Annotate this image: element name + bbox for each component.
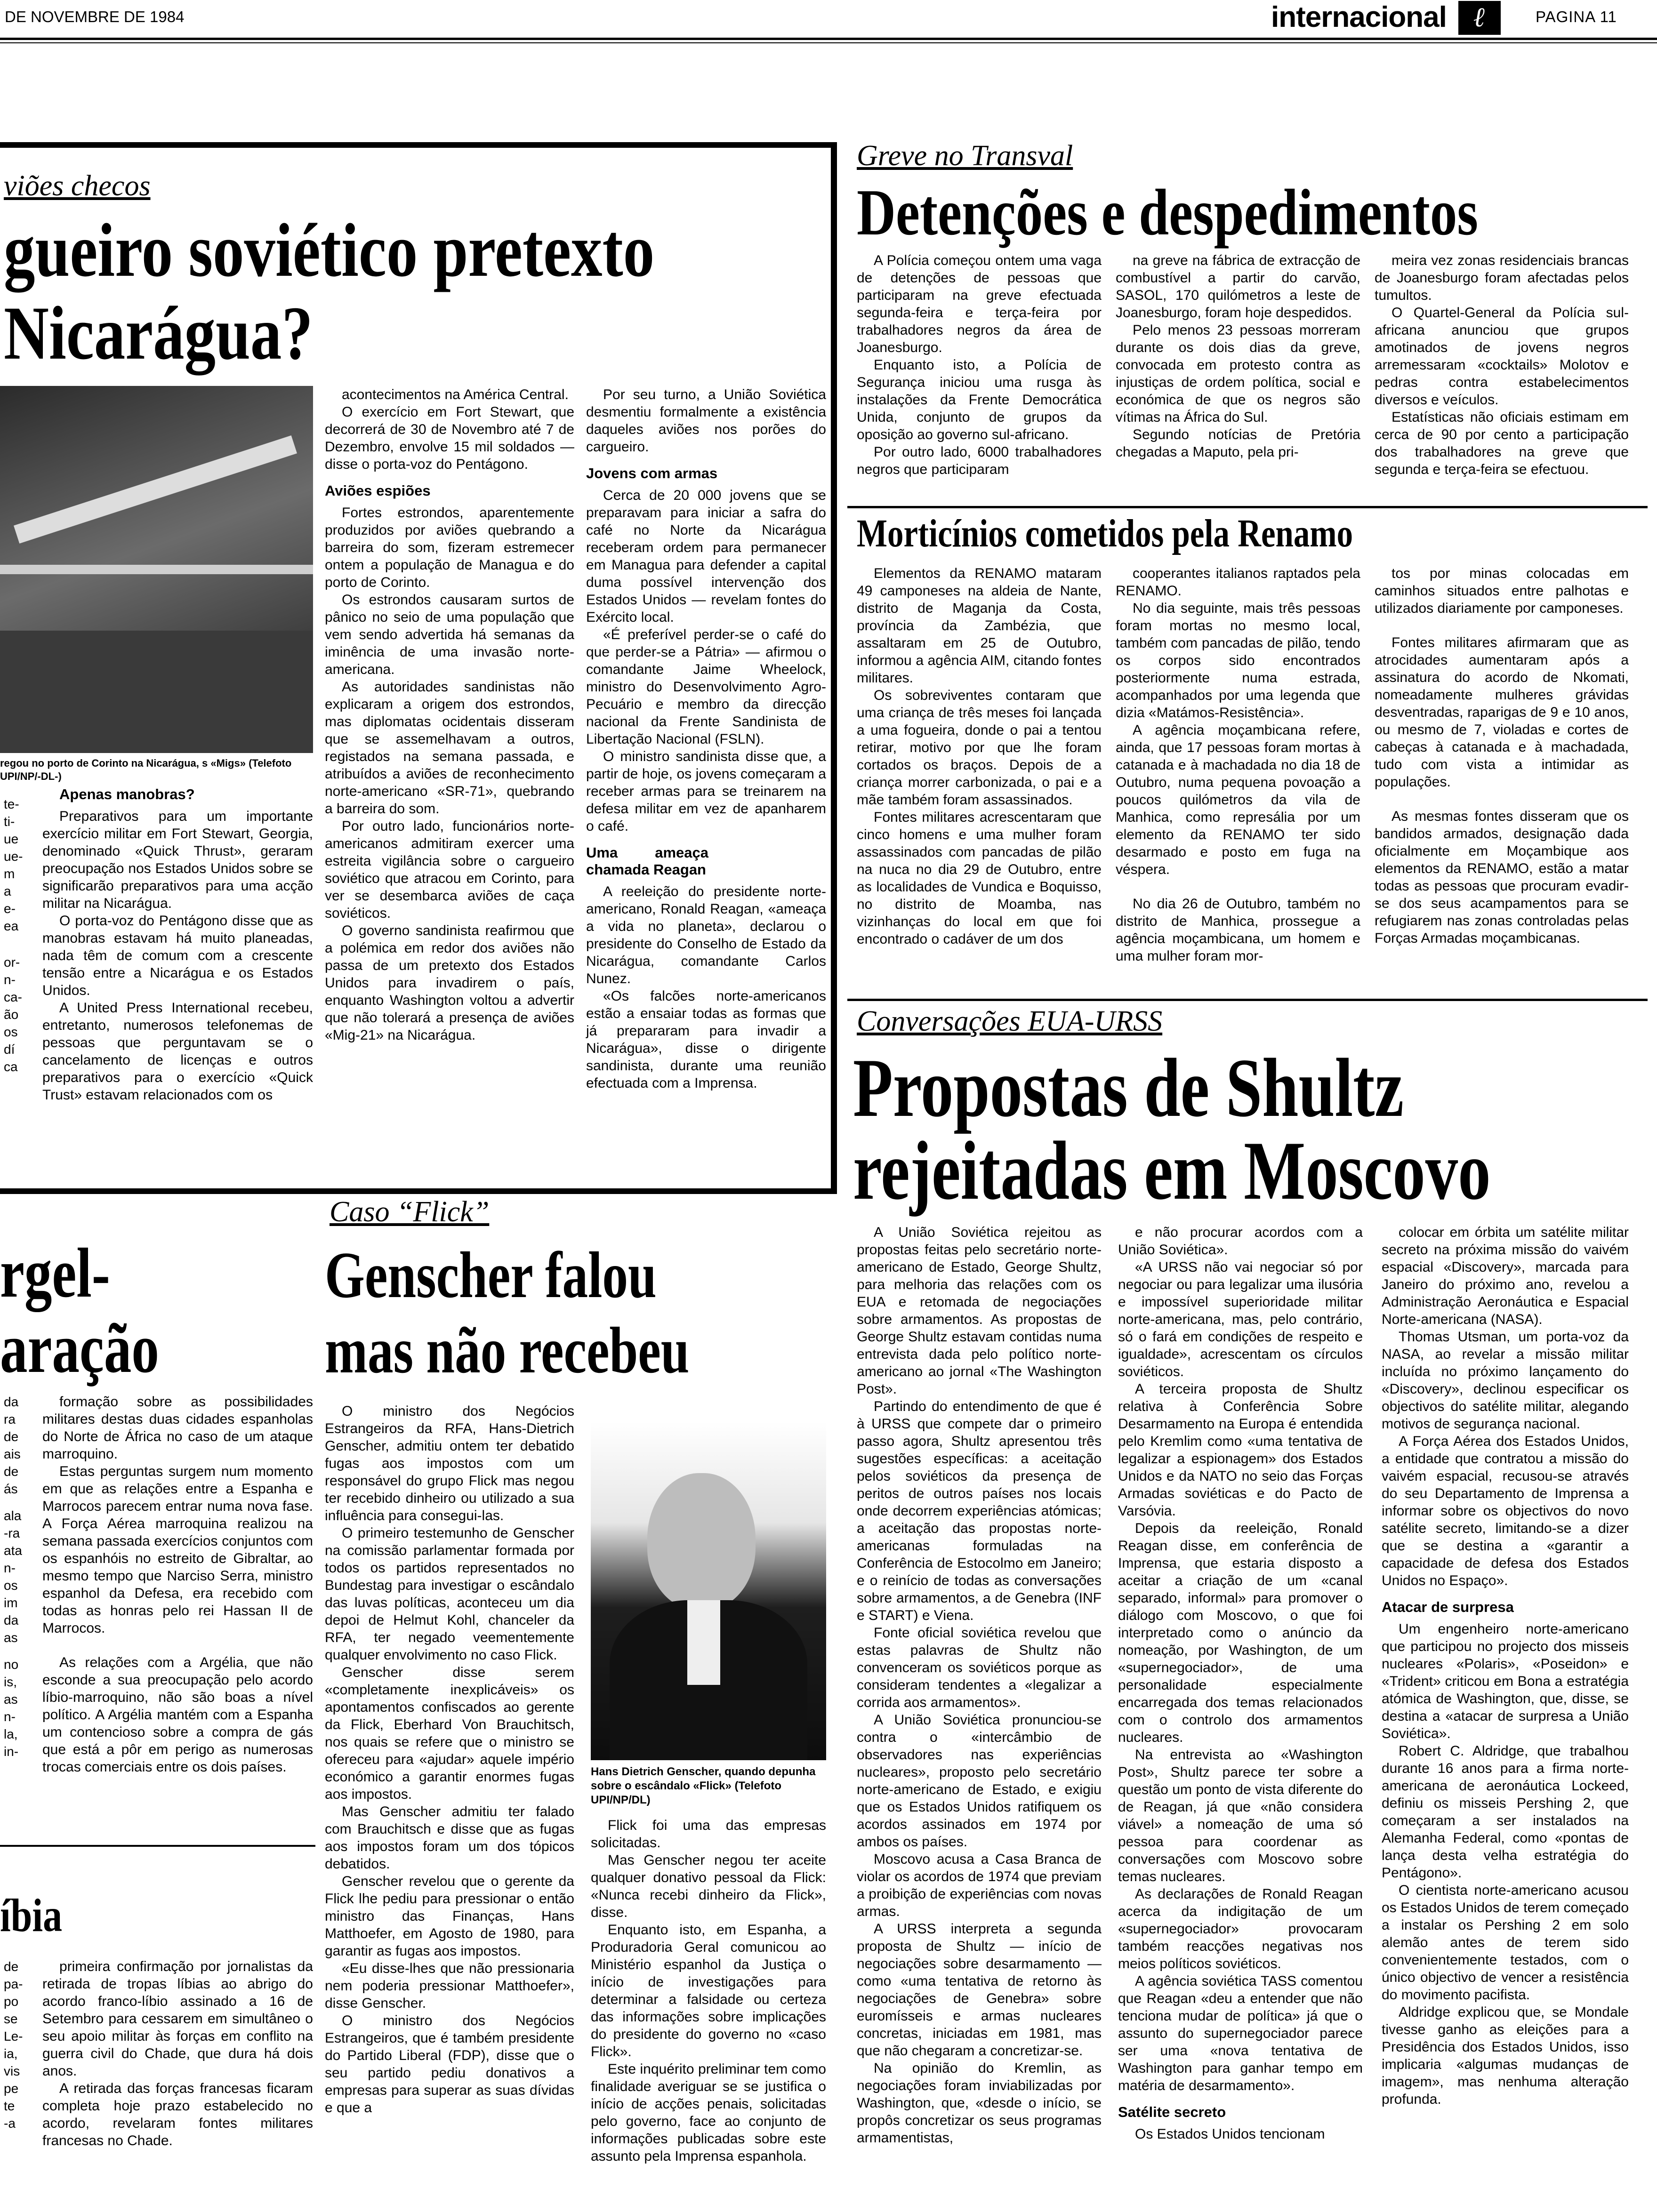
paragraph: A União Soviética pronunciou-se contra o «intercâmbio de observadores nas experiências nucleares», proposto pelo secretário norte-americano de Estado, e exigiu que os Estados Unidos ratifiquem os acordos assinados em 1974 por ambos os países. xyxy=(857,1712,1102,1850)
paragraph: Aldridge explicou que, se Mondale tivesse ganho as eleições para a Presidência dos Estados Unidos, isso implicaria «algumas mudanças de imagem», mas nenhuma alteração profunda. xyxy=(1382,2004,1629,2107)
section-rule xyxy=(847,999,1648,1001)
transval-kicker: Greve no Transval xyxy=(857,140,1073,172)
fragment: po xyxy=(4,1994,19,2009)
box-bottom-border xyxy=(0,1188,837,1194)
fragment: de xyxy=(4,1429,19,1444)
subhead-atacar-surpresa: Atacar de surpresa xyxy=(1382,1599,1514,1615)
paragraph: A agência moçambicana refere, ainda, que 17 pessoas foram mortas à catanada e à machadada no dia 18 de Outubro, numa pequena povoação a poucos quilómetros da vila de Manhica, como represália por um elemento da RENAMO ter sido desarmado e posto em fuga na véspera. xyxy=(1116,722,1360,877)
paragraph: «É preferível perder-se o café do que perder-se a Pátria» — afirmou o comandante Jaime Wheelock, ministro do Desenvolvimento Agro-Pecuário e membro da direcção nacional da Frente Sandinista de Libertação Nacional (FSLN). xyxy=(586,627,826,747)
argel-headline-2: aração xyxy=(0,1309,159,1387)
paragraph: Fontes militares afirmaram que as atrocidades aumentaram após a assinatura do acordo de Nkomati, nomeadamente mulheres grávidas desventradas, raparigas de 9 e 10 anos, ou mesmo de 7, violadas e cortes de cabeças à catanada e à machadada, tudo com vista a intimidar as populações. xyxy=(1375,635,1629,790)
fragment: te xyxy=(4,2099,15,2113)
section-rule xyxy=(847,506,1648,508)
fragment: de xyxy=(4,1464,19,1479)
fragment: da xyxy=(4,1613,19,1627)
chechos-headline-1: gueiro soviético pretexto xyxy=(4,208,655,293)
paragraph: Cerca de 20 000 jovens que se preparavam para iniciar a safra do café no Norte da Nicarágua receberam ordem para permanecer em Managua para defender a capital duma possível intervenção dos Estados Unidos — revelam fontes do Exército local. xyxy=(586,488,826,625)
libia-headline: íbia xyxy=(0,1889,63,1941)
paragraph: «Eu disse-lhes que não pressionaria nem poderia pressionar Matthoefer», disse Genscher. xyxy=(325,1961,574,2011)
fragment: ala xyxy=(4,1508,22,1523)
newspaper-logo: ℓ xyxy=(1458,1,1501,35)
shultz-column-2 xyxy=(1118,1224,1363,2143)
argel-cut-fragments xyxy=(4,1393,32,1760)
paragraph: Fontes militares acrescentaram que cinco homens e uma mulher foram assassinados com pancadas de pilão na nuca no dia 29 de Outubro, entre as localidades de Vundica e Boquisso, no distrito de Moamba, nas vizinhanças do local em que foi encontrado o cadáver de um dos xyxy=(857,809,1102,947)
paragraph: O Quartel-General da Polícia sul-africana anunciou que grupos amotinados de jovens negros arremessaram «cocktails» Molotov e pedras contra estabelecimentos diversos e veículos. xyxy=(1375,305,1629,408)
paragraph: Pelo menos 23 pessoas morreram durante os dois dias da greve, convocada em protesto contra as injustiças de ordem política, social e económica de que os negros são vítimas na África do Sul. xyxy=(1116,322,1360,425)
section-rule xyxy=(0,1845,315,1847)
argel-headline-1: rgel- xyxy=(0,1234,110,1312)
paragraph: Por outro lado, funcionários norte-americanos admitiram exercer uma estreita vigilância sobre o cargueiro soviético que atracou em Corinto, para ver se desembarca aviões de caça soviéticos. xyxy=(325,818,574,921)
box-right-border xyxy=(831,142,837,1194)
paragraph: «A URSS não vai negociar só por negociar ou para legalizar uma ilusória e impossível superioridade militar norte-americana, mas, pelo contrário, só o fará em condições de respeito e igualdade», acrescentam os círculos soviéticos. xyxy=(1118,1259,1363,1379)
flick-kicker: Caso “Flick” xyxy=(330,1196,490,1228)
header-rule-thin xyxy=(0,42,1657,43)
fragment: pe xyxy=(4,2081,19,2096)
flick-column-1 xyxy=(325,1403,574,2116)
paragraph: Um engenheiro norte-americano que participou no projecto dos misseis nucleares «Polaris», «Poseidon» e «Trident» criticou em Bona a estratégia atómica de Washington, que, disse, se destina a «atacar de surpresa a União Soviética». xyxy=(1382,1621,1629,1741)
paragraph: As declarações de Ronald Reagan acerca da indigitação de um «supernegociador» provocaram também reacções negativas nos meios políticos soviéticos. xyxy=(1118,1886,1363,1972)
transval-column-3 xyxy=(1375,252,1629,478)
paragraph: Os Estados Unidos tencionam xyxy=(1135,2126,1325,2142)
genscher-photo-caption: Hans Dietrich Genscher, quando depunha sobre o escândalo «Flick» (Telefoto UPI/NP/DL) xyxy=(591,1765,816,1806)
chechos-column-1 xyxy=(42,786,313,1104)
subhead-avioes-espioes: Aviões espiões xyxy=(325,482,431,499)
fragment: de xyxy=(4,1959,19,1974)
paragraph: A retirada das forças francesas ficaram completa hoje prazo estabelecido no acordo, revelaram fontes militares francesas no Chade. xyxy=(42,2081,313,2148)
paragraph: «Os falcões norte-americanos estão a ensaiar todas as formas que já prepararam para invadir a Nicarágua», disse o dirigente sandinista, durante uma reunião efectuada com a Imprensa. xyxy=(586,988,826,1091)
fragment: ata xyxy=(4,1543,22,1558)
transval-headline: Detenções e despedimentos xyxy=(857,176,1478,249)
fragment: os xyxy=(4,1025,18,1039)
paragraph: Moscovo acusa a Casa Branca de violar os acordos de 1974 que previam a proibição de experiências com novas armas. xyxy=(857,1851,1102,1919)
paragraph: meira vez zonas residenciais brancas de Joanesburgo foram afectadas pelos tumultos. xyxy=(1375,253,1629,303)
paragraph: Genscher revelou que o gerente da Flick lhe pediu para pressionar o então ministro das Finanças, Hans Matthoefer, em Agosto de 1980, para garantir as fugas aos impostos. xyxy=(325,1874,574,1959)
paragraph: Mas Genscher negou ter aceite qualquer donativo pessoal da Flick: «Nunca recebi dinheiro da Flick», disse. xyxy=(591,1852,826,1920)
paragraph: Estatísticas não oficiais estimam em cerca de 90 por cento a participação dos trabalhadores na greve que segunda e terça-feira se efectuou. xyxy=(1375,409,1629,477)
fragment: -ra xyxy=(4,1526,20,1540)
paragraph: O governo sandinista reafirmou que a polémica em redor dos aviões não passa de um pretexto dos Estados Unidos para invadirem o país, enquanto Washington voltou a advertir que não tolerará a presença de aviões «Mig-21» na Nicarágua. xyxy=(325,923,574,1043)
fragment: n- xyxy=(4,1709,16,1724)
transval-column-2 xyxy=(1116,252,1360,461)
fragment: no xyxy=(4,1657,19,1672)
paragraph: Enquanto isto, a Polícia de Segurança iniciou uma rusga às instalações da Frente Democrática Unida, conjunto de grupos da oposição ao governo sul-africano. xyxy=(857,357,1102,442)
fragment: se xyxy=(4,2012,18,2026)
paragraph: Os sobreviventes contaram que uma criança de três meses foi lançada a uma fogueira, donde o pai a tentou retirar, motivo por que lhe foram cortados os braços. Depois de a criança morrer carbonizada, o pai e a mãe também foram assassinados. xyxy=(857,688,1102,808)
paragraph: acontecimentos na América Central. xyxy=(342,387,569,402)
paragraph: Na opinião do Kremlin, as negociações foram inviabilizadas por Washington, que, «desde o início, se propôs concretizar os seus programas armamentistas, xyxy=(857,2060,1102,2146)
paragraph: A Força Aérea dos Estados Unidos, a entidade que contratou a missão do vaivém espacial, recusou-se através do seu Departamento de Imprensa a informar sobre os objectivos do novo satélite secreto, limitando-se a dizer que se destina a «garantir a capacidade de defesa dos Estados Unidos no Espaço». xyxy=(1382,1434,1629,1588)
paragraph: A União Soviética rejeitou as propostas feitas pelo secretário norte-americano de Estado, George Shultz, para melhoria das relações com os EUA e retomada de negociações sobre armamentos. As propostas de George Shultz estavam contidas numa entrevista dada pelo político norte-americano ao jornal «The Washington Post». xyxy=(857,1225,1102,1397)
fragment: is, xyxy=(4,1675,17,1689)
fragment: n- xyxy=(4,1561,16,1575)
fragment: m xyxy=(4,866,15,881)
chechos-column-3 xyxy=(586,386,826,1092)
paragraph: O exercício em Fort Stewart, que decorrerá de 30 de Novembro até 7 de Dezembro, envolve 15 mil soldados — disse o porta-voz do Pentágono. xyxy=(325,404,574,472)
paragraph: Os estrondos causaram surtos de pânico no seio de uma população que vem sendo advertida há semanas da iminência de uma invasão norte-americana. xyxy=(325,592,574,677)
paragraph: No dia 26 de Outubro, também no distrito de Manhica, prossegue a agência moçambicana, um homem e uma mulher foram mor- xyxy=(1116,896,1360,964)
flick-headline-2: mas não recebeu xyxy=(325,1314,690,1387)
renamo-headline: Morticínios cometidos pela Renamo xyxy=(857,512,1353,555)
shultz-column-1 xyxy=(857,1224,1102,2147)
fragment: ti- xyxy=(4,814,15,829)
fragment: ea xyxy=(4,919,19,933)
shultz-column-3 xyxy=(1382,1224,1629,2108)
libia-column xyxy=(42,1958,313,2149)
subhead-ameaca-reagan: Uma ameaça chamada Reagan xyxy=(586,844,708,878)
section-title: internacional xyxy=(1271,1,1447,33)
flick-headline-1: Genscher falou xyxy=(325,1239,657,1312)
chechos-cut-fragments xyxy=(4,795,32,1075)
subhead-jovens-com-armas: Jovens com armas xyxy=(586,465,718,481)
paragraph: Partindo do entendimento de que é à URSS que compete dar o primeiro passo agora, Shultz apresentou três sugestões específicas: a aceitação pelos soviéticos da presença de peritos de outros países nos locais onde decorrem experiências atómicas; a aceitação das propostas norte-americanas formuladas na Conferência de Estocolmo em Janeiro; e o reinício de todas as conversações sobre armamentos, a de Genebra (INF e START) e Viena. xyxy=(857,1399,1102,1623)
fragment: Le- xyxy=(4,2029,23,2044)
fragment: dí xyxy=(4,1042,15,1057)
paragraph: Flick foi uma das empresas solicitadas. xyxy=(591,1818,826,1851)
paragraph: Preparativos para um importante exercício militar em Fort Stewart, Georgia, denominado «Quick Thrust», geraram preocupação nos Estados Unidos sobre se significarão preparativos para uma acção militar na Nicarágua. xyxy=(42,809,313,911)
fragment: la, xyxy=(4,1727,18,1741)
renamo-column-3 xyxy=(1375,565,1629,947)
fragment: e- xyxy=(4,901,16,916)
renamo-column-1 xyxy=(857,565,1102,948)
subhead-satelite-secreto: Satélite secreto xyxy=(1118,2104,1226,2120)
paragraph: Mas Genscher admitiu ter falado com Brauchitsch e disse que as fugas aos impostos foram um dos tópicos debatidos. xyxy=(325,1804,574,1872)
subhead-apenas-manobras: Apenas manobras? xyxy=(59,786,195,802)
fragment: ca xyxy=(4,1059,18,1074)
shultz-kicker: Conversações EUA-URSS xyxy=(857,1005,1163,1037)
corinto-photo-caption: regou no porto de Corinto na Nicarágua, s «Migs» (Telefoto UPI/NP/-DL-) xyxy=(0,757,292,782)
paragraph: Enquanto isto, em Espanha, a Produradoria Geral comunicou ao Ministério espanhol da Justiça o início de investigações para determinar a falsidade ou certeza das informações sobre implicações do presidente do governo no «caso Flick». xyxy=(591,1922,826,2060)
date-line: DE NOVEMBRE DE 1984 xyxy=(5,8,185,25)
fragment: a xyxy=(4,884,11,898)
paragraph: Robert C. Aldridge, que trabalhou durante 16 anos para a firma norte-americana de aeronáutica Lockeed, definiu os misseis Pershing 2, que começaram a ser instalados na Alemanha Federal, como «pontas de lança desta velha estratégia do Pentágono». xyxy=(1382,1743,1629,1881)
box-top-border xyxy=(0,142,837,148)
paragraph: As relações com a Argélia, que não esconde a sua preocupação pelo acordo líbio-marroquino, não são boas a nível político. A Argélia mantém com a Espanha um contencioso sobre a compra de gás que está a pôr em perigo as numerosas trocas comerciais entre os dois países. xyxy=(42,1655,313,1775)
paragraph: Segundo notícias de Pretória chegadas a Maputo, pela pri- xyxy=(1116,427,1360,460)
paragraph: O porta-voz do Pentágono disse que as manobras estavam há muito planeadas, nada têm de comum com a crescente tensão entre a Nicarágua e os Estados Unidos. xyxy=(42,913,313,998)
paragraph: tos por minas colocadas em caminhos situados entre palhotas e utilizados diariamente por camponeses. xyxy=(1375,566,1629,616)
fragment: pa- xyxy=(4,1977,23,1991)
paragraph: No dia seguinte, mais três pessoas foram mortas no mesmo local, também com pancadas de pilão, tendo os corpos sido encontrados posteriormente numa estrada, acompanhados por uma legenda que dizia «Matámos-Resistência». xyxy=(1116,601,1360,721)
fragment: ue xyxy=(4,832,19,846)
paragraph: As mesmas fontes disseram que os bandidos armados, designação dada oficialmente em Moçambique aos elementos da RENAMO, estão a matar todas as pessoas que procuram evadir-se dos seus acampamentos para se refugiarem nas zonas controladas pelas Forças Armadas moçambicanas. xyxy=(1375,809,1629,946)
flick-column-2 xyxy=(591,1817,826,2165)
fragment: vis xyxy=(4,2064,20,2078)
transval-column-1 xyxy=(857,252,1102,478)
page-number: PAGINA 11 xyxy=(1536,8,1617,25)
paragraph: na greve na fábrica de extracção de combustível a partir do carvão, SASOL, 170 quilómetros a leste de Joanesburgo, foram hoje despedidos. xyxy=(1116,253,1360,321)
paragraph: A terceira proposta de Shultz relativa à Conferência Sobre Desarmamento na Europa é entendida pelo Kremlim como «uma tentativa de legalizar a espionagem» dos Estados Unidos e da NATO no seio das Forças Armadas soviéticas e do Pacto de Varsóvia. xyxy=(1118,1381,1363,1519)
paragraph: A reeleição do presidente norte-americano, Ronald Reagan, «ameaça a vida no planeta», declarou o presidente do Conselho de Estado da Nicarágua, comandante Carlos Nunez. xyxy=(586,884,826,986)
paragraph: A Polícia começou ontem uma vaga de detenções de pessoas que participaram na greve efectuada segunda-feira e terça-feira por trabalhadores negros da área de Joanesburgo. xyxy=(857,253,1102,355)
paragraph: Este inquérito preliminar tem como finalidade averiguar se se justifica o início de acções penais, solicitadas pelo governo, face ao conjunto de informações publicadas sobre este assunto pela Imprensa espanhola. xyxy=(591,2061,826,2164)
paragraph: e não procurar acordos com a União Soviética». xyxy=(1118,1225,1363,1258)
genscher-photo xyxy=(591,1421,826,1760)
paragraph: Na entrevista ao «Washington Post», Shultz parece ter sobre a questão um ponto de vista diferente do de Reagan, já que «não considera viável» a nomeação de uma só pessoa para coordenar as conversações com Moscovo sobre temas nucleares. xyxy=(1118,1747,1363,1884)
paragraph: Depois da reeleição, Ronald Reagan disse, em conferência de Imprensa, que estaria disposto a aceitar a criação de um «canal separado, informal» para promover o diálogo com Moscovo, o que foi interpretado como o anúncio da nomeação, por Washington, de um «supernegociador», de uma personalidade especialmente encarregada dos temas relacionados com o controlo dos armamentos nucleares. xyxy=(1118,1521,1363,1745)
paragraph: O cientista norte-americano acusou os Estados Unidos de terem começado a instalar os Pershing 2 em solo alemão antes de terem sido convenientemente testados, com o único objectivo de vencer a resistência do movimento pacifista. xyxy=(1382,1883,1629,2003)
paragraph: A URSS interpreta a segunda proposta de Shultz — início de negociações sobre desarmamento — como «uma tentativa de retorno às negociações de Genebra» sobre euromísseis e armas nucleares concretas, iniciadas em 1981, mas que não chegaram a concretizar-se. xyxy=(857,1921,1102,2059)
paragraph: Fortes estrondos, aparentemente produzidos por aviões quebrando a barreira do som, fizeram estremecer ontem a população de Managua e do porto de Corinto. xyxy=(325,505,574,590)
fragment: as xyxy=(4,1692,18,1707)
paragraph: Elementos da RENAMO mataram 49 camponeses na aldeia de Nante, distrito de Maganja da Costa, província da Zambézia, que assaltaram em 25 de Outubro, informou a agência AIM, citando fontes militares. xyxy=(857,566,1102,686)
paragraph: O ministro sandinista disse que, a partir de hoje, os jovens começaram a receber armas para se treinarem na defesa militar em vez de apanharem o café. xyxy=(586,749,826,834)
paragraph: Estas perguntas surgem num momento em que as relações entre a Espanha e Marrocos parecem entrar numa nova fase. A Força Aérea marroquina realizou na semana passada exercícios conjuntos com os espanhóis no estreito de Gibraltar, ao mesmo tempo que Narciso Serra, ministro espanhol da Defesa, era recebido com todas as honras pelo rei Hassan II de Marrocos. xyxy=(42,1464,313,1636)
fragment: or- xyxy=(4,955,20,970)
fragment: ue- xyxy=(4,849,23,864)
chechos-kicker: viões checos xyxy=(4,170,151,202)
paragraph: formação sobre as possibilidades militares destas duas cidades espanholas do Norte de África no caso de um ataque marroquino. xyxy=(42,1394,313,1462)
paragraph: Thomas Utsman, um porta-voz da NASA, ao revelar a missão militar incluída no próximo lançamento do «Discovery», declinou especificar os objectivos do satélite militar, alegando motivos de segurança nacional. xyxy=(1382,1329,1629,1432)
argel-column xyxy=(42,1393,313,1776)
fragment: n- xyxy=(4,972,16,987)
fragment: in- xyxy=(4,1744,19,1759)
fragment: ás xyxy=(4,1482,18,1496)
shultz-headline-1: Propostas de Shultz xyxy=(853,1041,1404,1134)
fragment: ia, xyxy=(4,2046,18,2061)
paragraph: As autoridades sandinistas não explicaram a origem dos estrondos, mas diplomatas ocidentais disseram que se assemelhavam a outros, registados na semana passada, e atribuídos a aviões de reconhecimento norte-americano «SR-71», quebrando a barreira do som. xyxy=(325,679,574,817)
fragment: os xyxy=(4,1578,18,1593)
renamo-column-2 xyxy=(1116,565,1360,965)
header-rule xyxy=(0,38,1657,40)
paragraph: Genscher disse serem «completamente inexplicáveis» os apontamentos confiscados ao gerente da Flick, Eberhard Von Brauchitsch, nos quais se refere que o ministro se ofereceu para «ajudar» aquele império económico a garantir enormes fugas aos impostos. xyxy=(325,1665,574,1802)
paragraph: cooperantes italianos raptados pela RENAMO. xyxy=(1116,566,1360,599)
chechos-column-2 xyxy=(325,386,574,1044)
fragment: da xyxy=(4,1395,19,1409)
paragraph: A United Press International recebeu, entretanto, numerosos telefonemas de pessoas que perguntavam se o cancelamento de licenças e outros preparativos para o exercício «Quick Trust» estavam relacionados com os xyxy=(42,1000,313,1103)
paragraph: A agência soviética TASS comentou que Reagan «deu a entender que não tenciona mudar de política» já que o assunto do supernegociador parece ser uma «nova tentativa de Washington para ganhar tempo em matéria de desarmamento». xyxy=(1118,1973,1363,2093)
paragraph: Fonte oficial soviética revelou que estas palavras de Shultz não convenceram os soviéticos porque as consideram tendentes a «legalizar a corrida aos armamentos». xyxy=(857,1625,1102,1710)
paragraph: O ministro dos Negócios Estrangeiros, que é também presidente do Partido Liberal (FDP), disse que o seu partido pediu donativos a empresas para superar as suas dívidas e que a xyxy=(325,2013,574,2116)
chechos-headline-2: Nicarágua? xyxy=(4,291,313,376)
paragraph: Por outro lado, 6000 trabalhadores negros que participaram xyxy=(857,444,1102,477)
paragraph: colocar em órbita um satélite militar secreto na próxima missão do vaivém espacial «Discovery», marcada para Janeiro do próximo ano, revelou a Administração Aeronáutica e Espacial Norte-americana (NASA). xyxy=(1382,1225,1629,1327)
paragraph: O ministro dos Negócios Estrangeiros da RFA, Hans-Dietrich Genscher, admitiu ontem ter debatido fugas aos impostos com um responsável do grupo Flick mas negou ter recebido dinheiro ou utilizado a sua influência para consegui-las. xyxy=(325,1403,574,1523)
fragment: ra xyxy=(4,1412,16,1427)
fragment: ca- xyxy=(4,990,22,1004)
fragment: as xyxy=(4,1630,18,1645)
paragraph: Por seu turno, a União Soviética desmentiu formalmente a existência daqueles aviões nos porões do cargueiro. xyxy=(586,387,826,455)
fragment: im xyxy=(4,1595,18,1610)
libia-cut-fragments xyxy=(4,1958,32,2132)
shultz-headline-2: rejeitadas em Moscovo xyxy=(853,1124,1491,1217)
fragment: ais xyxy=(4,1447,21,1461)
fragment: ão xyxy=(4,1007,19,1022)
fragment: -a xyxy=(4,2116,16,2131)
paragraph: O primeiro testemunho de Genscher na comissão parlamentar formada por todos os partidos representados no Bundestag para investigar o escândalo das luvas políticas, aconteceu um dia depoi de Helmut Kohl, chanceler da RFA, ter negado veementemente qualquer envolvimento no caso Flick. xyxy=(325,1525,574,1663)
fragment: te- xyxy=(4,797,19,811)
paragraph: primeira confirmação por jornalistas da retirada de tropas líbias ao abrigo do acordo franco-líbio assinado a 16 de Setembro para cessarem em simultâneo o seu apoio militar às forças em conflito na guerra civil do Chade, que dura há dois anos. xyxy=(42,1959,313,2079)
corinto-photo xyxy=(0,386,313,753)
